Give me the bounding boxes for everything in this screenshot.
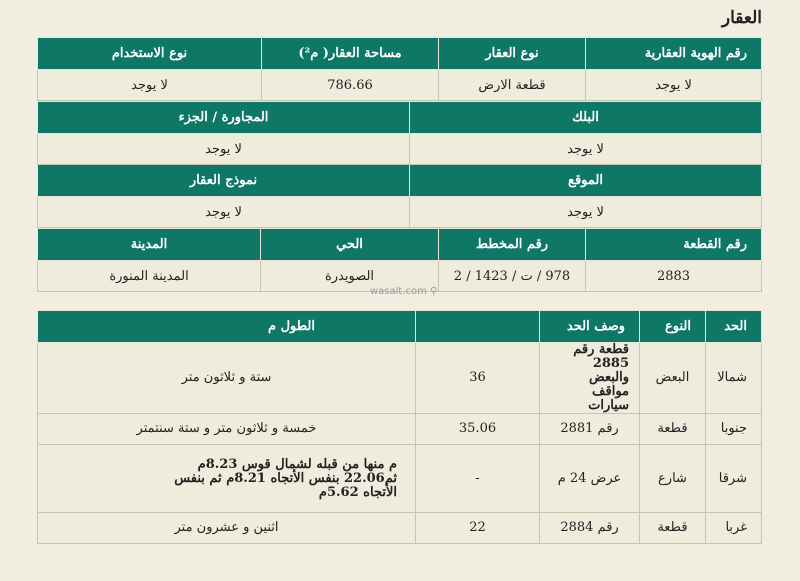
header-plan-number: رقم المخطط	[439, 229, 586, 261]
header-type: النوع	[640, 311, 706, 343]
cell-description: قطعة رقم 2885 والبعض مواقف سيارات	[540, 343, 640, 414]
cell-description: عرض 24 م	[540, 445, 640, 513]
value-neighbor: لا يوجد	[38, 134, 410, 165]
header-district: الحي	[261, 229, 439, 261]
cell-length-value: -	[416, 445, 540, 513]
value-plan-number: 978 / ت / 1423 / 2	[439, 261, 586, 292]
header-location: الموقع	[410, 165, 762, 197]
header-length: الطول م	[38, 311, 416, 343]
header-length-value	[416, 311, 540, 343]
cell-side: غربا	[706, 513, 762, 544]
cell-length-value: 35.06	[416, 414, 540, 445]
header-property-id: رقم الهوية العقارية	[586, 38, 762, 70]
header-usage-type: نوع الاستخدام	[38, 38, 262, 70]
cell-type: قطعة	[640, 513, 706, 544]
property-info-table	[37, 37, 762, 101]
cell-length-text: خمسة و ثلاثون متر و ستة سنتمتر	[38, 414, 416, 445]
cell-description: رقم 2884	[540, 513, 640, 544]
value-city: المدينة المنورة	[38, 261, 261, 292]
header-block: البلك	[410, 102, 762, 134]
header-property-area: مساحة العقار( م²)	[262, 38, 439, 70]
cell-type: البعض	[640, 343, 706, 414]
cell-length-value: 36	[416, 343, 540, 414]
cell-length-text: م منها من قبله لشمال قوس 8.23م ثم22.06 بنفس الأتجاه 8.21م ثم بنفس الأتجاه 5.62م	[38, 445, 416, 513]
value-model: لا يوجد	[38, 197, 410, 228]
table-row	[38, 343, 762, 414]
section-title: العقار	[721, 8, 762, 28]
cell-length-text: ستة و ثلاثون متر	[38, 343, 416, 414]
value-property-area: 786.66	[262, 70, 439, 101]
value-district: الصويدرة	[261, 261, 439, 292]
table-row	[38, 414, 762, 445]
cell-type: شارع	[640, 445, 706, 513]
header-property-type: نوع العقار	[439, 38, 586, 70]
cell-type: قطعة	[640, 414, 706, 445]
value-plot-number: 2883	[586, 261, 762, 292]
header-neighbor: المجاورة / الجزء	[38, 102, 410, 134]
value-location: لا يوجد	[410, 197, 762, 228]
value-property-id: لا يوجد	[586, 70, 762, 101]
value-usage-type: لا يوجد	[38, 70, 262, 101]
cell-side: شمالا	[706, 343, 762, 414]
table-row	[38, 513, 762, 544]
header-side: الحد	[706, 311, 762, 343]
header-model: نموذج العقار	[38, 165, 410, 197]
watermark-pin-icon: ⚲	[430, 286, 438, 297]
value-property-type: قطعة الارض	[439, 70, 586, 101]
header-description: وصف الحد	[540, 311, 640, 343]
value-block: لا يوجد	[410, 134, 762, 165]
table-row	[38, 445, 762, 513]
watermark: wasalt.com ⚲	[370, 286, 438, 297]
cell-side: جنوبا	[706, 414, 762, 445]
header-city: المدينة	[38, 229, 261, 261]
boundaries-table	[37, 310, 762, 544]
cell-length-value: 22	[416, 513, 540, 544]
plot-info-table	[37, 228, 762, 292]
cell-length-text: اثنين و عشرون متر	[38, 513, 416, 544]
block-location-table	[37, 101, 762, 228]
cell-description: رقم 2881	[540, 414, 640, 445]
cell-side: شرقا	[706, 445, 762, 513]
header-plot-number: رقم القطعة	[586, 229, 762, 261]
